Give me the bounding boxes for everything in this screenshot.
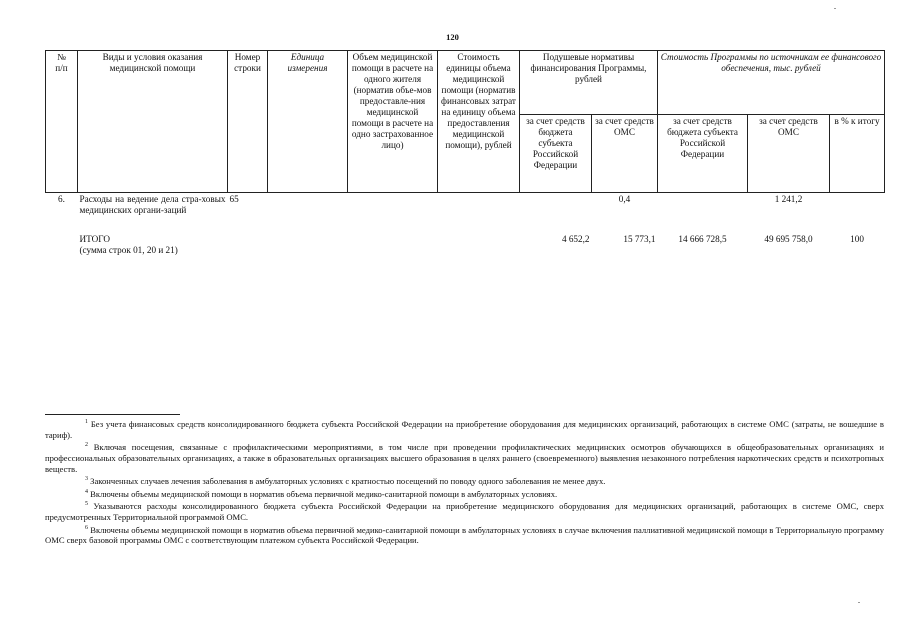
scan-artifact xyxy=(834,8,836,9)
row-prog-oms: 49 695 758,0 xyxy=(764,233,813,244)
col-types-header: Виды и условия оказания медицинской помощи xyxy=(78,51,228,193)
footnote: $^1$ Без учета финансовых средств консолидированного бюджета субъекта Российской Федерации на приобретение оборудования для медицинских организаций, работающих в системе ОМС (затраты, не вошедшие в тариф). xyxy=(45,418,884,440)
col-program-cost-header: Стоимость Программы по источникам ее финансового обеспечения, тыс. рублей xyxy=(658,51,885,115)
row-pc-oms: 0,4 xyxy=(618,194,631,204)
row-unit xyxy=(268,233,348,257)
col-volume-header: Объем медицинской помощи в расчете на одного жителя (норматив объе-мов предоставле-ния медицинской помощи в расчете на одно застрахованное лицо) xyxy=(348,51,438,193)
row-name: Расходы на ведение дела стра-ховых медицинских органи-заций xyxy=(79,194,226,215)
total-sublabel: (сумма строк 01, 20 и 21) xyxy=(79,244,178,255)
row-pc-budget: 4 652,2 xyxy=(561,233,590,244)
row-name xyxy=(78,233,228,257)
total-label: ИТОГО xyxy=(79,233,110,244)
col-per-capita-header: Подушевые нормативы финансирования Программы, рублей xyxy=(520,51,658,115)
row-prog-pct: 100 xyxy=(850,233,864,244)
col-prog-oms-header: за счет средств ОМС xyxy=(748,115,830,193)
footnote: $^4$ Включены объемы медицинской помощи в норматив объема первичной медико-санитарной помощи в амбулаторных условиях. xyxy=(85,488,558,499)
col-unit-header: Единица измерения xyxy=(268,51,348,193)
col-pc-oms-header: за счет средств ОМС xyxy=(592,115,658,193)
row-prog-oms: 1 241,2 xyxy=(774,194,803,204)
col-pc-budget-header: за счет средств бюджета субъекта Российской Федерации xyxy=(520,115,592,193)
row-unit xyxy=(268,193,348,233)
footnote-divider xyxy=(45,414,180,415)
table-row xyxy=(46,193,885,233)
table-row-total xyxy=(46,233,885,257)
footnote: $^2$ Включая посещения, связанные с профилактическими мероприятиями, в том числе при проведении профилактических медицинских осмотров обучающихся в общеобразовательных организациях и профессиональных образовательных организациях, а также в образовательных организациях высшего образования в целях раннего (своевременного) выявления незаконного потребления наркотических средств и психотропных веществ. xyxy=(45,442,884,474)
row-pc-oms: 15 773,1 xyxy=(623,233,656,244)
row-cost xyxy=(438,193,520,233)
row-num xyxy=(46,233,78,257)
row-prog-pct xyxy=(830,193,885,233)
row-cost xyxy=(438,233,520,257)
footnote: $^6$ Включены объемы медицинской помощи в норматив объема первичной медико-санитарной помощи в амбулаторных условиях в случае включения паллиативной медицинской помощи в Территориальную программу ОМС сверх базовой программы ОМС с соответствующим платежом субъекта Российской Федерации. xyxy=(45,524,884,546)
program-cost-table xyxy=(45,50,885,257)
row-prog-budget xyxy=(658,193,748,233)
row-pc-budget xyxy=(520,193,592,233)
scan-artifact xyxy=(858,602,860,603)
footnote: $^3$ Законченных случаев лечения заболевания в амбулаторных условиях с кратностью посещений по поводу одного заболевания не менее двух. xyxy=(85,476,606,487)
col-prog-budget-header: за счет средств бюджета субъекта Российской Федерации xyxy=(658,115,748,193)
row-volume xyxy=(348,233,438,257)
row-volume xyxy=(348,193,438,233)
row-line xyxy=(228,233,268,257)
footnote: $^5$ Указываются расходы консолидированного бюджета субъекта Российской Федерации на приобретение медицинского оборудования для медицинских организаций, работающих в системе ОМС, сверх предусмотренных Территориальной программой ОМС. xyxy=(45,501,884,522)
page-number: 120 xyxy=(446,32,459,42)
col-line-header: Номер строки xyxy=(228,51,268,193)
row-line: 65 xyxy=(229,194,239,204)
row-num: 6. xyxy=(58,194,65,204)
col-num-header: № п/п xyxy=(46,51,78,193)
col-cost-header: Стоимость единицы объема медицинской помощи (норматив финансовых затрат на единицу объема предоставления медицинской помощи), рублей xyxy=(438,51,520,193)
footnotes xyxy=(45,414,884,546)
col-prog-pct-header: в % к итогу xyxy=(830,115,885,193)
row-prog-budget: 14 666 728,5 xyxy=(678,233,727,244)
